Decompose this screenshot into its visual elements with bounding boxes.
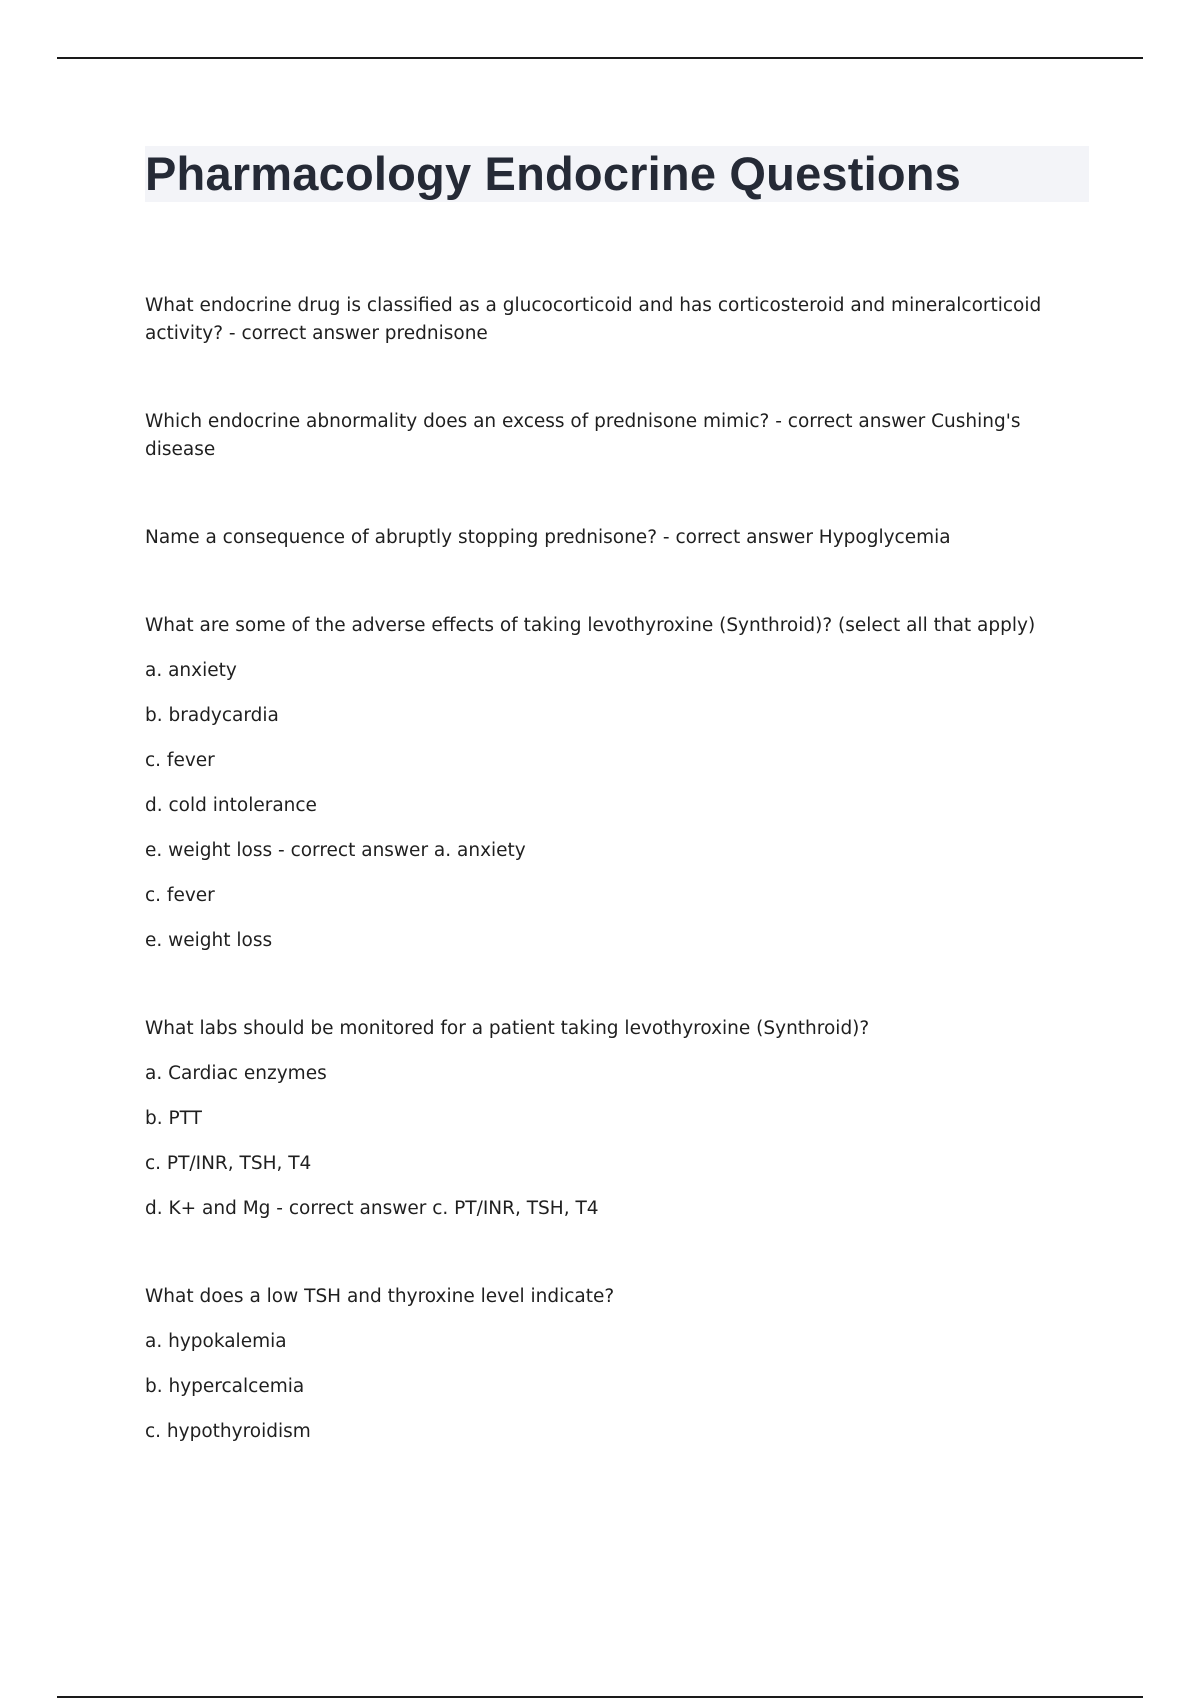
answer-option: c. fever [145, 885, 215, 906]
question-text: What are some of the adverse effects of taking levothyroxine (Synthroid)? (select all that apply) [145, 615, 1036, 636]
answer-option: d. cold intolerance [145, 795, 317, 816]
answer-option: e. weight loss - correct answer a. anxiety [145, 840, 526, 861]
answer-option: a. anxiety [145, 660, 237, 681]
question-3 [145, 524, 1085, 552]
question-text: What endocrine drug is classified as a glucocorticoid and has corticosteroid and mineralcorticoid activity? - correct answer prednisone [145, 295, 1042, 344]
question-2 [145, 408, 1085, 464]
question-list [145, 292, 1085, 1506]
answer-option: b. bradycardia [145, 705, 279, 726]
question-text: Which endocrine abnormality does an excess of prednisone mimic? - correct answer Cushing's disease [145, 411, 1021, 460]
question-text: What labs should be monitored for a patient taking levothyroxine (Synthroid)? [145, 1018, 870, 1039]
answer-option: c. fever [145, 750, 215, 771]
question-5 [145, 1015, 1085, 1223]
bottom-divider [57, 1696, 1143, 1698]
question-text: What does a low TSH and thyroxine level indicate? [145, 1286, 615, 1307]
top-divider [57, 57, 1143, 59]
page-title: Pharmacology Endocrine Questions [145, 147, 962, 200]
answer-option: c. hypothyroidism [145, 1421, 311, 1442]
question-4 [145, 612, 1085, 955]
answer-option: b. PTT [145, 1108, 202, 1129]
question-text: Name a consequence of abruptly stopping prednisone? - correct answer Hypoglycemia [145, 527, 951, 548]
answer-option: a. hypokalemia [145, 1331, 287, 1352]
question-6 [145, 1283, 1085, 1446]
answer-option: e. weight loss [145, 930, 273, 951]
answer-option: a. Cardiac enzymes [145, 1063, 327, 1084]
answer-option: c. PT/INR, TSH, T4 [145, 1153, 312, 1174]
answer-option: d. K+ and Mg - correct answer c. PT/INR, TSH, T4 [145, 1198, 599, 1219]
answer-option: b. hypercalcemia [145, 1376, 305, 1397]
question-1 [145, 292, 1085, 348]
